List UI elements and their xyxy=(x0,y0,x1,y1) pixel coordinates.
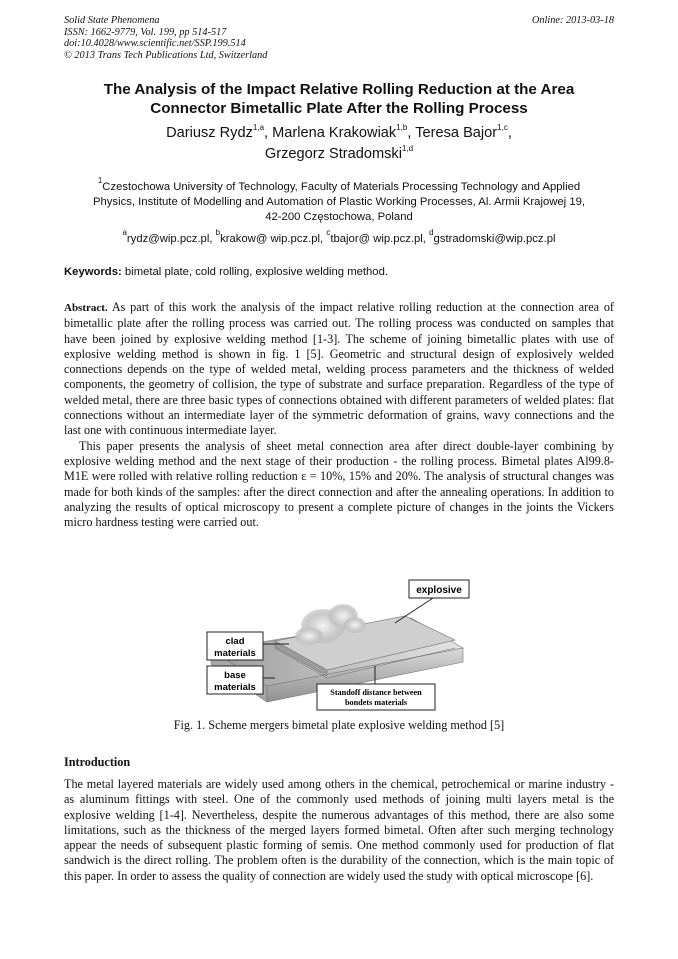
abstract-paragraph-1: As part of this work the analysis of the impact relative rolling reduction at the connection area of bimetallic plate after the rolling process was carried out. The rolling process was conducted on samples that have been joined by explosive welding method [1-3]. The scheme of joining bimetallic plates with use of explosive welding method is shown in fig. 1 [5]. Geometric and structural design of explosively welded connections depends on the type of welded metal, welding process parameters and the thickness of welded components, the geometry of collision, the type of substrate and surface preparation. Regardless of the type of welded metal, there are three basic types of connections obtained with different parameters of welded plates: flat connections without an intermediate layer of the symmetric deformation of grains, wavy connections and the last one with continuous intermediate layer. xyxy=(64,300,614,438)
author-name: Teresa Bajor xyxy=(415,125,498,141)
svg-text:materials: materials xyxy=(214,682,256,693)
email-sup: b xyxy=(215,228,221,237)
author-sup: 1,c xyxy=(497,123,508,132)
email-b[interactable]: krakow@ wip.pcz.pl, xyxy=(220,233,327,245)
svg-text:explosive: explosive xyxy=(416,585,462,596)
explosive-label xyxy=(409,580,469,598)
affiliation-line-2: Physics, Institute of Modelling and Automation of Plastic Working Processes, Al. Armii Krajowej 19, xyxy=(92,196,586,209)
svg-text:Standoff distance between: Standoff distance between xyxy=(330,688,422,697)
author-name: Marlena Krakowiak xyxy=(272,125,397,141)
svg-text:base: base xyxy=(224,670,246,681)
affiliation xyxy=(60,176,618,226)
standoff-distance-label xyxy=(317,684,435,710)
author-name: Grzegorz Stradomski xyxy=(264,146,402,162)
author-sup: 1,d xyxy=(401,144,414,153)
journal-name: Solid State Phenomena xyxy=(64,15,160,26)
section-heading-introduction: Introduction xyxy=(64,755,131,769)
svg-text:bondets materials: bondets materials xyxy=(344,698,408,707)
author-emails xyxy=(60,228,618,246)
email-sup: a xyxy=(122,228,127,237)
copyright-line: © 2013 Trans Tech Publications Ltd, Switzerland xyxy=(64,49,268,61)
svg-text:clad: clad xyxy=(225,636,245,647)
issn-line: ISSN: 1662-9779, Vol. 199, pp 514-517 xyxy=(64,26,227,38)
clad-materials-label xyxy=(207,632,263,660)
explosive-leader xyxy=(395,598,433,623)
author-sup: 1,a xyxy=(252,123,265,132)
affiliation-sup: 1 xyxy=(97,176,103,185)
email-sup: d xyxy=(429,228,434,237)
keywords-label: Keywords: xyxy=(64,266,122,278)
doi-line[interactable]: doi:10.4028/www.scientific.net/SSP.199.514 xyxy=(64,38,246,50)
keywords xyxy=(64,265,614,279)
email-d[interactable]: gstradomski@wip.pcz.pl xyxy=(433,233,556,245)
author-name: Dariusz Rydz xyxy=(166,125,253,141)
figure-caption: Fig. 1. Scheme mergers bimetal plate explosive welding method [5] xyxy=(173,718,505,732)
title-line-2: Connector Bimetallic Plate After the Rolling Process xyxy=(150,100,528,117)
svg-text:materials: materials xyxy=(214,648,256,659)
email-a[interactable]: rydz@wip.pcz.pl, xyxy=(126,233,216,245)
affiliation-line-3: 42-200 Częstochowa, Poland xyxy=(265,211,413,224)
abstract-label: Abstract. xyxy=(64,302,108,314)
introduction-paragraph-1: The metal layered materials are widely used among others in the chemical, petrochemical or marine industry - as aluminum fittings with steel. One of the commonly used methods of joining multi layers metal is the explosive welding [1-4]. Nevertheless, despite the numerous advantages of this method, there are also some limitations, such as the thickness of the merged layers formed bimetal. Often after such merging technology appear the needs of subsequent plastic forming of semis. One method commonly used for production of flat sandwich is the direct rolling. The problem often is the durability of the connection, which is the main topic of this paper. In order to assess the quality of connection are widely used the study with optical microscope [6]. xyxy=(64,777,614,883)
introduction-body xyxy=(64,777,614,884)
author-sup: 1,b xyxy=(396,123,408,132)
email-c[interactable]: tbajor@ wip.pcz.pl, xyxy=(330,233,430,245)
affiliation-line-1: Czestochowa University of Technology, Faculty of Materials Processing Technology and Applied xyxy=(102,181,581,193)
email-sup: c xyxy=(326,228,331,237)
title-line-1: The Analysis of the Impact Relative Rolling Reduction at the Area xyxy=(103,81,575,98)
author-list: Dariusz Rydz$^{1,a}$, Marlena Krakowiak$^{1,b}$, Teresa Bajor$^{1,c}$, Grzegorz Stradomski$^{1,d}$ xyxy=(166,123,512,162)
explosive-welding-figure xyxy=(205,578,475,712)
keywords-text: bimetal plate, cold rolling, explosive welding method. xyxy=(121,266,389,278)
online-date: Online: 2013-03-18 xyxy=(531,15,614,26)
abstract-paragraph-2: This paper presents the analysis of sheet metal connection area after direct double-layer combining by explosive welding method and the next stage of their production - the rolling process. Bimetal plates Al99.8-M1E were rolled with relative rolling reduction ε = 10%, 15% and 20%. The analysis of structural changes was made for both kinds of the samples: after the direct connection and after the annealing operations. In addition to analyzing the results of optical microscopy to present a complete picture of changes in the joints the Vickers micro hardness testing were carried out. xyxy=(64,438,614,530)
abstract xyxy=(64,300,614,530)
base-materials-label xyxy=(207,666,263,694)
paper-title xyxy=(60,80,618,118)
journal-header xyxy=(64,15,267,61)
